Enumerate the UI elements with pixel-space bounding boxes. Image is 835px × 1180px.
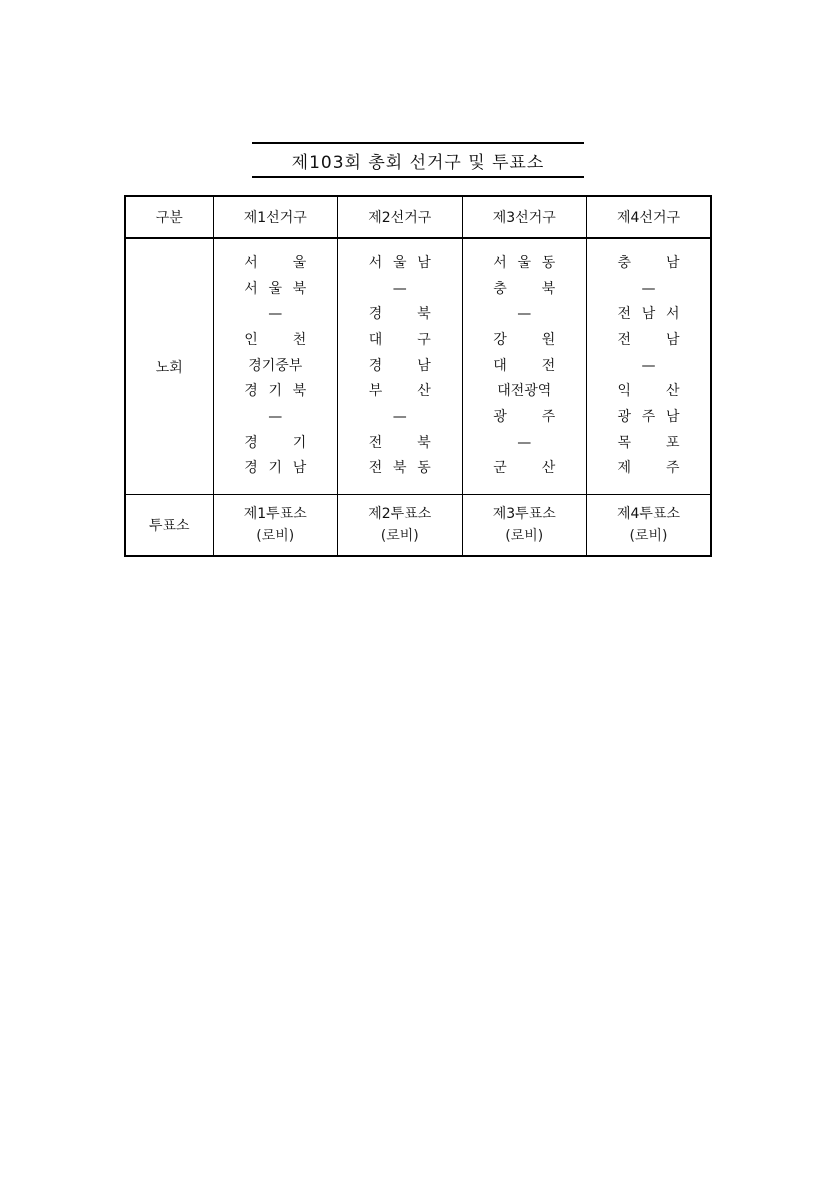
station-location: (로비) [380, 528, 419, 544]
district-item: 서 울 [244, 254, 307, 271]
district-item: 서 울 동 [493, 254, 556, 271]
district-item: 대전광역 [497, 383, 552, 400]
district-item: 인 천 [244, 331, 307, 348]
district-item: 강 원 [493, 331, 556, 348]
station-location: (로비) [256, 528, 295, 544]
column-header-2: 제2선거구 [338, 196, 463, 238]
station-location: (로비) [505, 528, 544, 544]
district-item: 광 주 [493, 409, 556, 426]
presbytery-row-label: 노회 [125, 238, 213, 495]
district-item: 목 포 [617, 434, 680, 451]
district-cell-2 [338, 238, 463, 495]
district-item: 제 주 [617, 460, 680, 477]
district-cell-3 [462, 238, 587, 495]
district-item: — [392, 280, 407, 297]
district-item: — [392, 409, 407, 426]
district-item: 서 울 북 [244, 280, 307, 297]
district-item: 대 구 [368, 331, 431, 348]
district-item: 대 전 [493, 357, 556, 374]
page-title: 제103회 총회 선거구 및 투표소 [291, 152, 545, 173]
district-cell-1 [213, 238, 338, 495]
corner-header: 구분 [125, 196, 213, 238]
district-item: 경 남 [368, 357, 431, 374]
district-item: 광 주 남 [617, 409, 680, 426]
district-item: 경 기 남 [244, 460, 307, 477]
district-item: 군 산 [493, 460, 556, 477]
district-item: — [641, 357, 656, 374]
district-item: 서 울 남 [368, 254, 431, 271]
district-item: 경 북 [368, 306, 431, 323]
district-item: — [641, 280, 656, 297]
station-name: 제3투표소 [492, 506, 556, 522]
station-row-label: 투표소 [125, 495, 213, 557]
district-item: — [268, 409, 283, 426]
district-item: 경 기 [244, 434, 307, 451]
station-cell-3 [462, 495, 587, 557]
district-item: — [517, 306, 532, 323]
column-header-1: 제1선거구 [213, 196, 338, 238]
district-item: 경기중부 [248, 357, 303, 374]
title-box [252, 142, 584, 178]
district-item: 경 기 북 [244, 383, 307, 400]
district-item: 익 산 [617, 383, 680, 400]
district-item: — [268, 306, 283, 323]
station-cell-4 [587, 495, 712, 557]
station-cell-2 [338, 495, 463, 557]
station-name: 제4투표소 [616, 506, 680, 522]
station-row [125, 495, 711, 557]
station-cell-1 [213, 495, 338, 557]
column-header-4: 제4선거구 [587, 196, 712, 238]
district-item: 전 북 [368, 434, 431, 451]
district-item: 전 남 [617, 331, 680, 348]
presbytery-row [125, 238, 711, 495]
station-name: 제1투표소 [243, 506, 307, 522]
header-row [125, 196, 711, 238]
district-item: 부 산 [368, 383, 431, 400]
station-name: 제2투표소 [368, 506, 432, 522]
district-cell-4 [587, 238, 712, 495]
column-header-3: 제3선거구 [462, 196, 587, 238]
station-location: (로비) [629, 528, 668, 544]
district-item: 충 남 [617, 254, 680, 271]
district-item: 충 북 [493, 280, 556, 297]
district-item: 전 남 서 [617, 306, 680, 323]
district-item: 전 북 동 [368, 460, 431, 477]
district-table [124, 195, 712, 557]
district-item: — [517, 434, 532, 451]
